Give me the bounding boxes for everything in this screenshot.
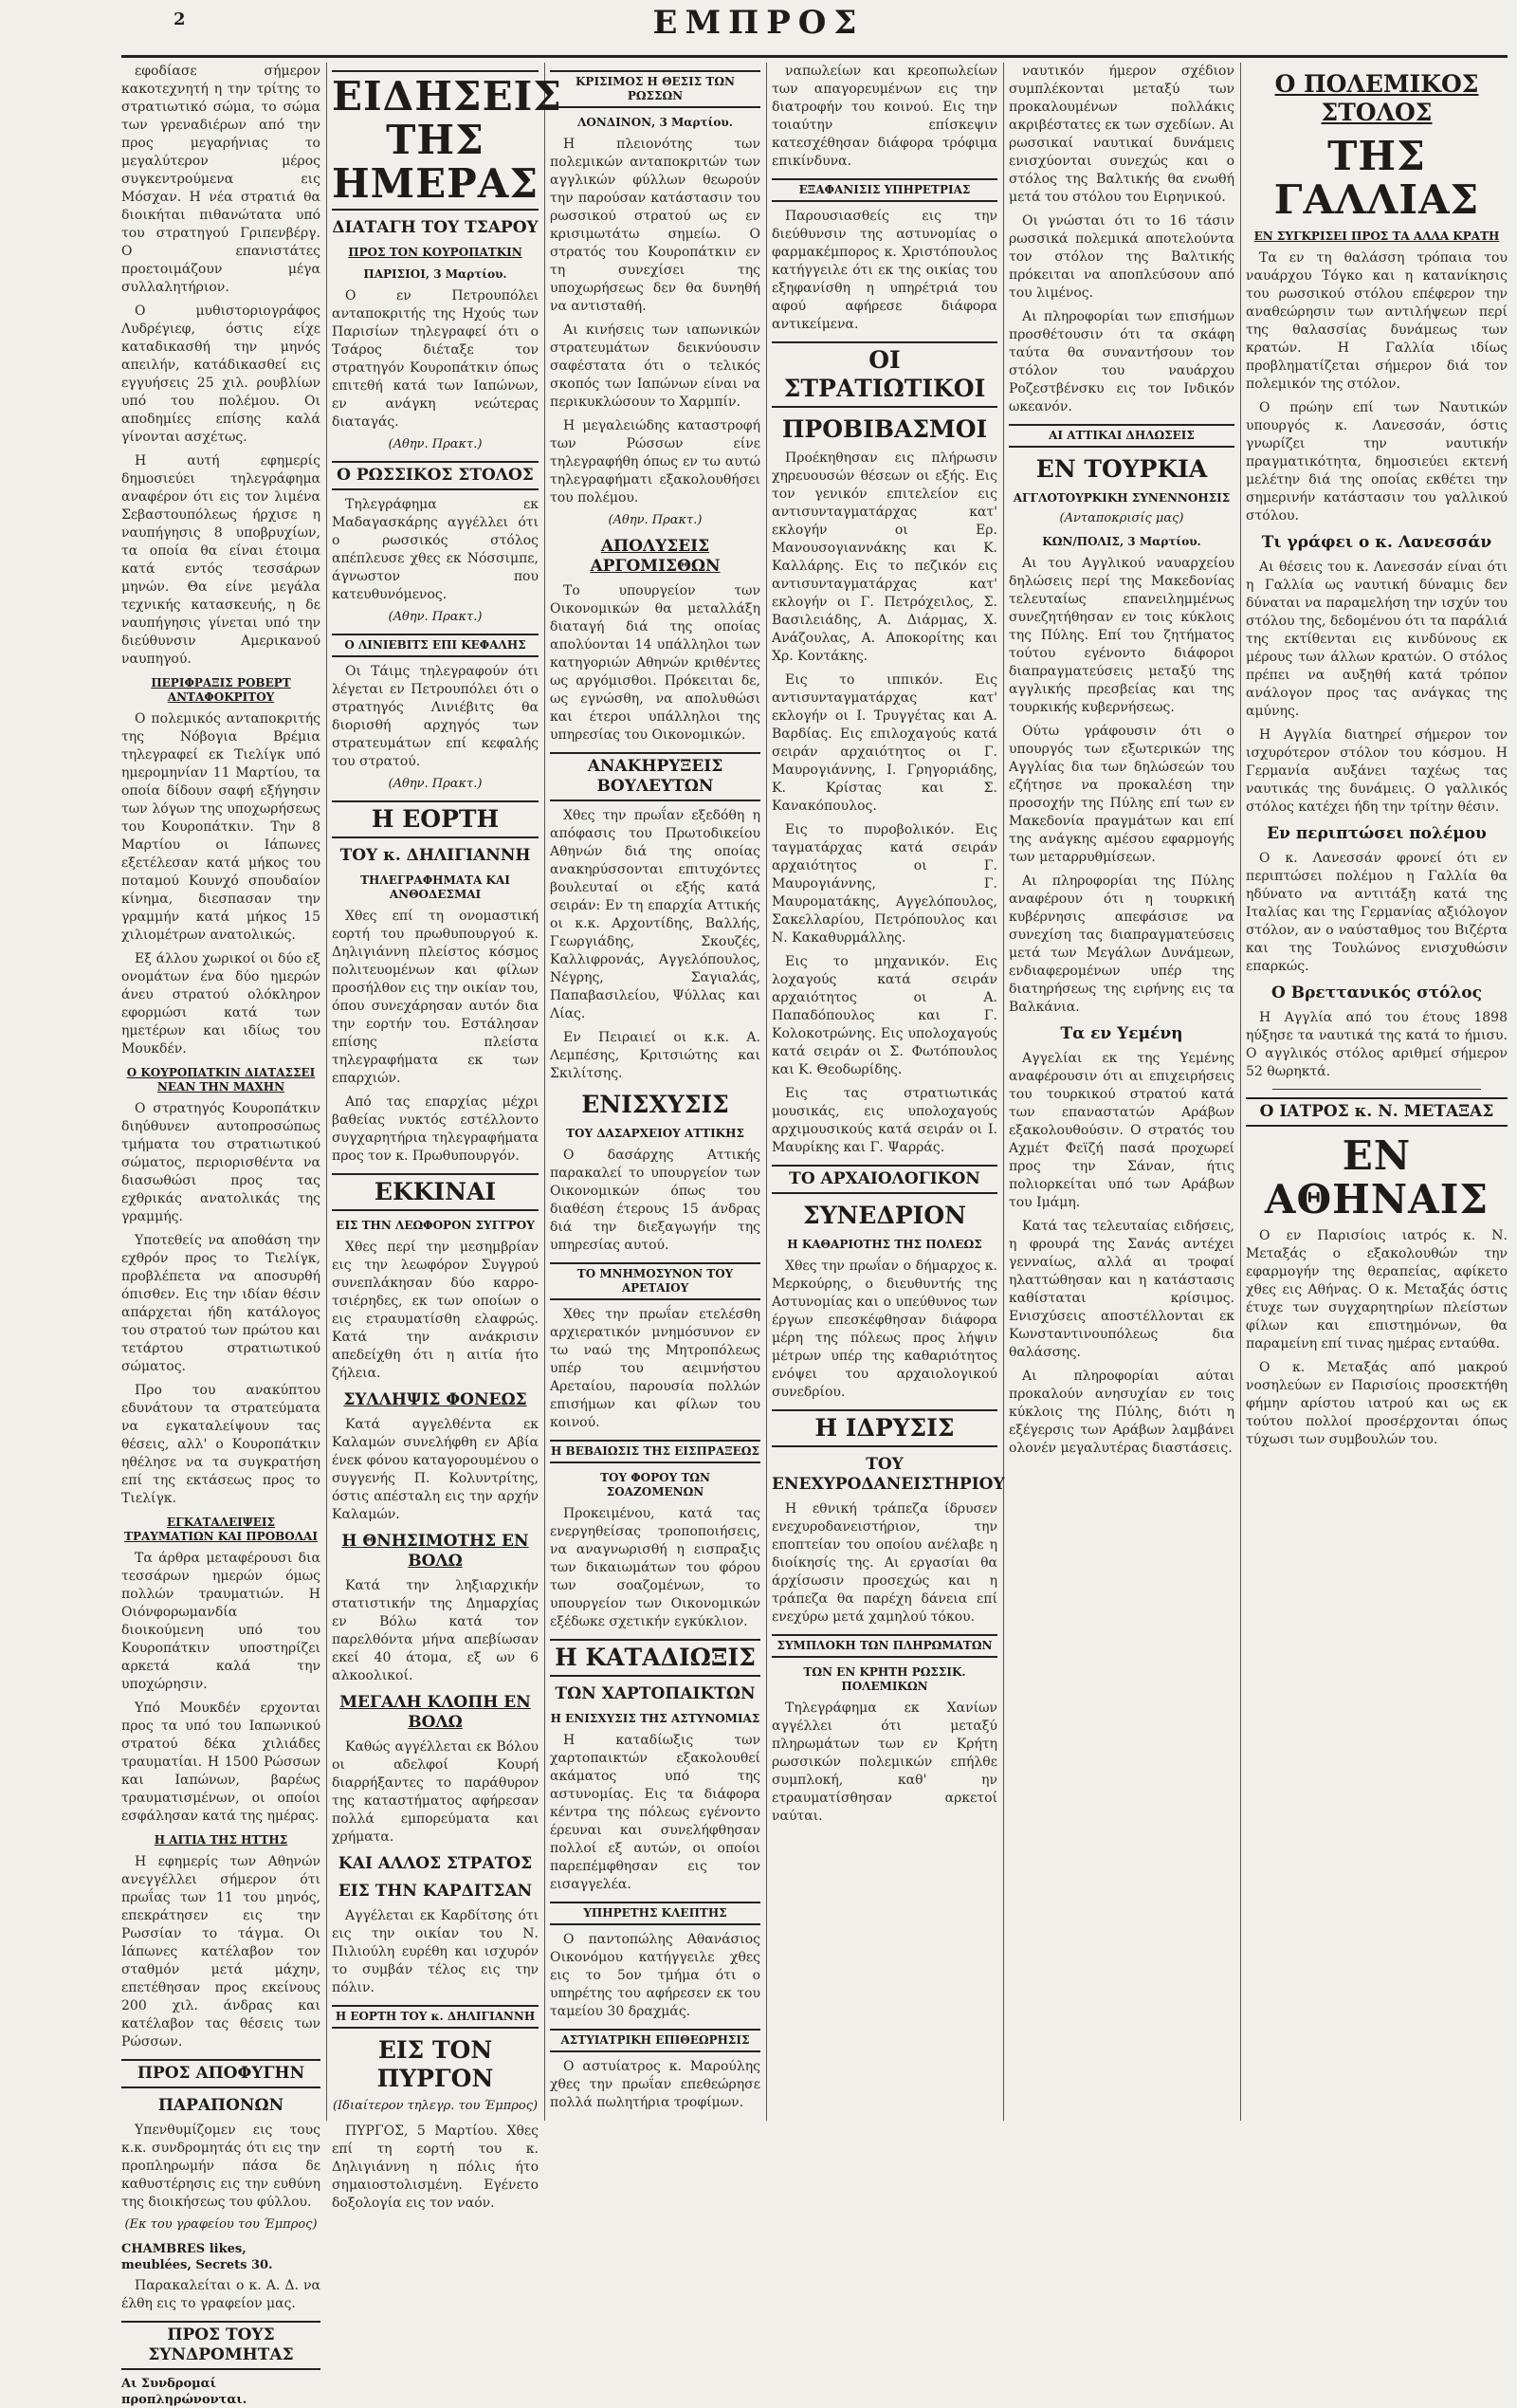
body-text: Κατά τας τελευταίας ειδήσεις, η φρουρά της Σανάς αντέχει γενναίως, αλλά αι τροφαί ηλαττώθησαν και η κατάστασις καθίσταται κρίσιμος. Ενισχύσεις αποστέλλονται εκ Κωνσταντινουπόλεως δια θαλάσσης.	[1009, 1219, 1234, 1360]
section-heading: ΠΡΟΣ ΤΟΥΣ ΣΥΝΔΡΟΜΗΤΑΣ	[121, 2321, 320, 2370]
body-text: Ο πρώην επί των Ναυτικών υπουργός κ. Λανεσσάν, όστις γνωρίζει την ναυτικήν πραγματικότητα, δημοσιεύει εκτενή μελέτην διά της οποίας εκθέτει την σημερινήν κατάστασιν του γαλλικού στόλου.	[1246, 400, 1508, 524]
section-subheading: Η ΕΝΙΣΧΥΣΙΣ ΤΗΣ ΑΣΤΥΝΟΜΙΑΣ	[550, 1712, 760, 1725]
section-heading: Η ΙΔΡΥΣΙΣ	[772, 1409, 997, 1447]
section-heading: Η ΚΑΤΑΔΙΩΞΙΣ	[550, 1639, 760, 1677]
section-subheading: ΤΩΝ ΧΑΡΤΟΠΑΙΚΤΩΝ	[555, 1684, 756, 1703]
body-text: Η Αγγλία διατηρεί σήμερον τον ισχυρότερον στόλον του κόσμου. Η Γερμανία αυξάνει ταχέως τας ναυτικάς της δυνάμεις. Ο γαλλικός στόλος κατέχει ήδη την τρίτην θέσιν.	[1246, 727, 1508, 815]
body-text: Αγγελίαι εκ της Υεμένης αναφέρουσιν ότι αι επιχειρήσεις του τουρκικού στρατού κατά των επαναστατών Αράβων εξακολουθούσιν. Ο στρατός του Αχμέτ Φεϊζή πασά προχωρεί προς την Σάναν, ήτις πολιορκείται υπό των Αράβων του Ιμάμη.	[1009, 1051, 1234, 1210]
section-heading: ΕΚΚΙΝΑΙ	[332, 1173, 539, 1211]
section-heading: ΟΙ ΣΤΡΑΤΙΩΤΙΚΟΙ	[772, 341, 997, 408]
section-heading: ΑΙ ΑΤΤΙΚΑΙ ΔΗΛΩΣΕΙΣ	[1009, 424, 1234, 448]
section-subheading: ΤΗΣ ΓΑΛΛΙΑΣ	[1273, 133, 1480, 223]
body-text: Τα εν τη θαλάσση τρόπαια του ναυάρχου Τόγκο και η κατανίκησις του ρωσσικού στόλου επέφερον την αναθεώρησιν των αντιλήψεων περί της θαλασσίας δυνάμεως των κρατών. Η Γαλλία ιδίως προβληματίζεται σήμερον διά τον πολεμικόν της στόλον.	[1246, 250, 1508, 392]
subscription-note: Αι Συνδρομαί προπληρώνονται.	[121, 2377, 247, 2407]
section-heading: Ο Βρεττανικός στόλος	[1271, 983, 1482, 1002]
body-text: Τηλεγράφημα εκ Μαδαγασκάρης αγγέλλει ότι ο ρωσσικός στόλος απέπλευσε χθες εκ Νόσσιμπε, άγνωστον που κατευθυνόμενος.	[332, 497, 539, 602]
column-1	[121, 63, 320, 2407]
note: (Εκ του γραφείου του Έμπρος)	[124, 2217, 318, 2232]
section-heading: ΑΣΤΥΙΑΤΡΙΚΗ ΕΠΙΘΕΩΡΗΣΙΣ	[550, 2029, 760, 2052]
section-heading: Ο ΚΟΥΡΟΠΑΤΚΙΝ ΔΙΑΤΑΣΣΕΙ ΝΕΑΝ ΤΗΝ ΜΑΧΗΝ	[126, 1066, 316, 1094]
body-text: Τα άρθρα μεταφέρουσι δια τεσσάρων ημερών όμως πολλών τραυματιών. Η Οιόνφορωμανδία διοικούμενη υπό του Κουροπάτκιν υποστηρίζει αρκετά καλά την υποχώρησιν.	[121, 1551, 320, 1692]
column-5	[1009, 63, 1234, 2121]
body-text: Ο εν Παρισίοις ιατρός κ. Ν. Μεταξάς ο εξακολουθών την εφαρμογήν της θεραπείας, αφίκετο χθες εις Αθήνας. Ο κ. Μεταξάς όστις έτυχε των συγχαρητηρίων πλείστων φίλων και επιστημόνων, θα παραμείνη επί τινας ημέρας ενταύθα.	[1246, 1228, 1508, 1351]
header-rule	[121, 55, 1508, 58]
body-text: Η καταδίωξις των χαρτοπαικτών εξακολουθεί ακάματος υπό της αστυνομίας. Εις τα διάφορα κέντρα της πόλεως εγένοντο έρευναι και συνελήφθησαν πολλοί εξ αυτών, οι οποίοι παρεπέμφθησαν εις τον εισαγγελέα.	[550, 1733, 760, 1892]
section-subheading: ΠΡΟΣ ΤΟΝ ΚΟΥΡΟΠΑΤΚΙΝ	[348, 246, 522, 259]
page-number: 2	[174, 9, 186, 29]
body-text: Αι πληροφορίαι των επισήμων προσθέτουσιν ότι τα σκάφη ταύτα θα συναντήσουν τον στόλον του ναυάρχου Ροζεστβένσκυ εις τον Ινδικόν ωκεανόν.	[1009, 309, 1234, 414]
body-text: Ούτω γράφουσιν ότι ο υπουργός των εξωτερικών της Αγγλίας δια των δηλώσεών του εζήτησε να προκαλέση την προσοχήν της Πύλης επί των εν Μακεδονία πραγμάτων και επί της ανάγκης αμέσου εφαρμογής των μεταρρυθμίσεων.	[1009, 724, 1234, 865]
section-subheading: ΕΙΣ ΤΗΝ ΛΕΩΦΟΡΟΝ ΣΥΓΓΡΟΥ	[336, 1219, 535, 1232]
body-text: Ο πολεμικός ανταποκριτής της Νόβογια Βρέμια τηλεγραφεί εκ Τιελίγκ υπό ημερομηνίαν 11 Μαρτίου, τα οποία δίδουν σαφή εξήγησιν των λόγων της υποχωρήσεως του Κουροπάτκιν. Την 8 Μαρτίου οι Ιάπωνες εξετέλεσαν κατά μήκος του ποταμού Κουνχό σπουδαίον κίνημα, διεσπασαν την γραμμήν κατά μήκος 15 χιλιομέτρων ανατολικώς.	[121, 711, 320, 943]
column-6	[1246, 63, 1508, 2121]
section-heading: Τι γράφει ο κ. Λανεσσάν	[1261, 533, 1492, 552]
body-text: Προκειμένου, κατά τας ενεργηθείσας τροποποιήσεις, να αναγνωρισθή η εισπραξις των δικαιωμάτων του φόρου των σοαζομένων, το υπουργείον των Οικονομικών εξέδωκε σχετικήν εγκύκλιον.	[550, 1506, 760, 1629]
column-divider	[544, 63, 545, 2121]
body-text: Υπενθυμίζομεν εις τους κ.κ. συνδρομητάς ότι εις την προπληρωμήν πάσα δε καθυστέρησις εις την ευθύνη της διοικήσεως του φύλλου.	[121, 2123, 320, 2210]
section-subheading: Η ΚΑΘΑΡΙΟΤΗΣ ΤΗΣ ΠΟΛΕΩΣ	[787, 1238, 982, 1251]
agency-credit: (Αθην. Πρακτ.)	[388, 437, 483, 451]
section-subheading: ΣΥΝΕΔΡΙΟΝ	[803, 1202, 966, 1229]
body-text: Κατά αγγελθέντα εκ Καλαμών συνελήφθη εν Αβία ένεκ φόνου καταγορουμένου ο συγγενής Π. Κολυντρίτης, όστις απέσταλη εις την αρχήν Καλαμών.	[332, 1417, 539, 1522]
section-heading: ΥΠΗΡΕΤΗΣ ΚΛΕΠΤΗΣ	[550, 1902, 760, 1925]
agency-credit: (Αθην. Πρακτ.)	[608, 513, 703, 527]
section-subheading: ΕΝ ΣΥΓΚΡΙΣΕΙ ΠΡΟΣ ΤΑ ΑΛΛΑ ΚΡΑΤΗ	[1253, 230, 1500, 243]
section-heading: Ο ΡΩΣΣΙΚΟΣ ΣΤΟΛΟΣ	[332, 461, 539, 490]
section-subheading: ΤΟΥ κ. ΔΗΛΙΓΙΑΝΝΗ	[339, 846, 531, 865]
body-text: Η εφημερίς των Αθηνών ανεγγέλλει σήμερον ότι πρωΐας των 11 του μηνός, επεκράτησεν εις την Ρωσσίαν το τάγμα. Οι Ιάπωνες κατέλαβον τον σταθμόν μετά μάχην, επετέθησαν προς εκείνους 200 χιλ. άνδρας και κατέλαβον τας θέσεις των Ρώσσων.	[121, 1854, 320, 2050]
body-text: Εις το πυροβολικόν. Εις ταγματάρχας κατά σειράν αρχαιότητος οι Γ. Μαυρογιάννης, Γ. Μαυροματάκης, Αγγελόπουλος, Σακελλαρίου, Πετρόπουλος και Ν. Κακαθυρμάλλης.	[772, 822, 997, 946]
body-text: Παρακαλείται ο κ. Α. Δ. να έλθη εις το γραφείον μας.	[121, 2278, 320, 2311]
body-text: Το υπουργείον των Οικονομικών θα μεταλλάξη διαταγή διά της οποίας απολύονται 14 υπάλληλοι των κατηγοριών Αθηνών κριθέντες ως αργόμισθοι. Πρόκειται δε, ως εγνώσθη, να απολυθώσι και έτεροι υπάλληλοι της υπηρεσίας του Οικονομικών.	[550, 583, 760, 743]
note: (Ανταποκρισίς μας)	[1059, 511, 1184, 525]
body-text: Αι κινήσεις των ιαπωνικών στρατευμάτων δεικνύουσιν σαφέστατα ότι ο τελικός σκοπός των Ιαπώνων είναι να περικυκλώσουν το Χαρμπίν.	[550, 322, 760, 410]
body-text: Αι πληροφορίαι της Πύλης αναφέρουν ότι η τουρκική κυβέρνησις απεφάσισε να συνεχίση τας διαπραγματεύσεις μετά των Μεγάλων Δυνάμεων, ενδιαφερομένων υπέρ της διατηρήσεως της ειρήνης εις τα Βαλκάνια.	[1009, 873, 1234, 1015]
body-text: Ο παντοπώλης Αθανάσιος Οικονόμου κατήγγειλε χθες εις το 5ον τμήμα ότι ο υπηρέτης του αφήρεσεν εκ του ταμείου 30 δραχμάς.	[550, 1932, 760, 2019]
main-headline: ΕΙΔΗΣΕΙΣ ΤΗΣ ΗΜΕΡΑΣ	[332, 70, 539, 211]
dateline: ΛΟΝΔΙΝΟΝ, 3 Μαρτίου.	[577, 116, 733, 129]
body-text: Ο δασάρχης Αττικής παρακαλεί το υπουργείον των Οικονομικών όπως του διαθέση έτερους 15 άνδρας διά την διεξαγωγήν της υπηρεσίας αυτού.	[550, 1148, 760, 1253]
body-text: Εις το ιππικόν. Εις αντισυνταγματάρχας κατ' εκλογήν οι Ι. Τρυγγέτας και Α. Βαρδίας. Εις επιλοχαγούς κατά σειράν αρχαιότητος οι Γ. Μαυρογιάννης, Ι. Γρηγοριάδης, Κ. Κρίστας και Σ. Κανακόπουλος.	[772, 672, 997, 814]
section-heading: Η ΕΟΡΤΗ	[332, 800, 539, 838]
body-text: Χθες την πρωΐαν εξεδόθη η απόφασις του Πρωτοδικείου Αθηνών διά της οποίας ανακηρύσσονται επιτυχόντες βουλευταί οι εξής κατά σειράν: Εν τη επαρχία Αττικής οι κ.κ. Αρχοντίδης, Βαλλής, Γεωργιάδης, Σκουζές, Καλλιφρονάς, Αγγελόπουλος, Νέγρης, Σαγιαλάς, Παπαβασιλείου, Ψύλλας και Λίας.	[550, 808, 760, 1021]
section-heading: ΜΕΓΑΛΗ ΚΛΟΠΗ ΕΝ ΒΟΛΩ	[339, 1693, 531, 1732]
body-text: Η πλειονότης των πολεμικών ανταποκριτών των αγγλικών φύλλων θεωρούν την παρούσαν κατάστασιν του ρωσσικού στρατού ως εν κρισιμωτάτω σημείω. Ο στρατός του Κουροπάτκιν εν τη συνεχίσει της υποχωρήσεως δεν θα δυνηθή να αντισταθή.	[550, 137, 760, 314]
section-subheading: ΤΟΥ ΦΟΡΟΥ ΤΩΝ ΣΟΑΖΟΜΕΝΩΝ	[600, 1471, 710, 1498]
section-heading: ΕΞΑΦΑΝΙΣΙΣ ΥΠΗΡΕΤΡΙΑΣ	[772, 178, 997, 202]
masthead: ΕΜΠΡΟΣ	[652, 4, 865, 42]
section-heading: Ο ΙΑΤΡΟΣ κ. Ν. ΜΕΤΑΞΑΣ	[1246, 1097, 1508, 1127]
section-heading: ΤΟ ΜΝΗΜΟΣΥΝΟΝ ΤΟΥ ΑΡΕΤΑΙΟΥ	[550, 1262, 760, 1300]
body-text: ΠΥΡΓΟΣ, 5 Μαρτίου. Χθες επί τη εορτή του κ. Δηλιγιάννη η πόλις ήτο σημαιοστολισμένη. Εγένετο δοξολογία εις τον ναόν.	[332, 2123, 539, 2211]
body-text: Αι του Αγγλικού ναυαρχείου δηλώσεις περί της Μακεδονίας τελευταίως επανειλημμένως συνεζητήθησαν εν τοις κύκλοις της Πύλης. Επί του ζητήματος τούτου εγένοντο διάφοροι διαπραγματεύσεις μεταξύ της αγγλικής πρεσβείας και της τουρκικής κυβερνήσεως.	[1009, 556, 1234, 715]
agency-credit: (Αθην. Πρακτ.)	[388, 610, 483, 624]
section-subheading: ΕΙΣ ΤΟΝ ΠΥΡΓΟΝ	[376, 2036, 494, 2092]
column-divider	[766, 63, 767, 2121]
divider	[1272, 1089, 1481, 1090]
body-text: Η μεγαλειώδης καταστροφή των Ρώσσων είνε τηλεγραφήθη όπως εν τω αυτώ τηλεγραφήματι εξακολουθήσει του πολέμου.	[550, 418, 760, 505]
note: (Ιδιαίτερον τηλεγρ. του Έμπρος)	[332, 2099, 539, 2113]
body-text: ναπωλείων και κρεοπωλείων των απαγορευμένων εις την διατροφήν του κοινού. Εις την τοιαύτην επίσκεψιν κατεσχέθησαν διάφορα τρόφιμα επικίνδυνα.	[772, 64, 997, 169]
body-text: Εξ άλλου χωρικοί οι δύο εξ ονομάτων ένα δύο ημερών άνευ στρατού ολόκληρον εφορμώσι κατά των ημετέρων και ιδίως του Μουκδέν.	[121, 951, 320, 1057]
body-text: Τηλεγράφημα εκ Χανίων αγγέλλει ότι μεταξύ πληρωμάτων των εν Κρήτη ρωσσικών πολεμικών επήλθε συμπλοκή, καθ' ην ετραυματίσθησαν αρκετοί ναύται.	[772, 1700, 997, 1824]
body-text: Χθες επί τη ονομαστική εορτή του πρωθυπουργού κ. Δηλιγιάννη πλείστος κόσμος πολιτευομένων και φίλων προσήλθον εις την οικίαν του, όπου συνεχάρησαν αυτόν δια την εορτήν του. Εστάλησαν επίσης πλείστα τηλεγραφήματα εκ των επαρχιών.	[332, 909, 539, 1086]
body-text: Προέκηθησαν εις πλήρωσιν χηρευουσών θέσεων οι εξής. Εις τον γενικόν επιτελείον εις αντισυνταγματάρχας κατ' εκλογήν οι Ερ. Μανουσογιαννάκης και Κ. Καλλάρης. Εις το πεζικόν εις αντισυνταγματάρχας κατ' εκλογήν οι Γ. Πετρόχειλος, Σ. Βασιλειάδης, Α. Διάρμας, Χ. Ανάζουλας, Α. Αποκορίτης και Χρ. Κοντάκης.	[772, 450, 997, 664]
section-heading: ΑΠΟΛΥΣΕΙΣ ΑΡΓΟΜΙΣΘΩΝ	[590, 537, 721, 576]
section-heading: ΚΑΙ ΑΛΛΟΣ ΣΤΡΑΤΟΣ	[338, 1854, 533, 1873]
body-text: Από τας επαρχίας μέχρι βαθείας νυκτός εστέλλοντο συγχαρητήρια τηλεγραφήματα προς τον κ. Πρωθυπουργόν.	[332, 1094, 539, 1164]
body-text: Οι γνώσται ότι το 16 τάσιν ρωσσικά πολεμικά αποτελούντα τον στόλον της Βαλτικής πρόκειται να αποπλεύσουν από του λιμένος.	[1009, 213, 1234, 301]
body-text: Υποτεθείς να αποθάση την εχθρόν προς το Τιελίγκ, προβλέπετα να αποσυρθή όπισθεν. Εις την ιδίαν θέσιν απάρχεται ήδη κατάλογος του στρατού των πρώτου και τετάρτου στρατιωτικού σώματος.	[121, 1233, 320, 1374]
section-heading: Η ΘΝΗΣΙΜΟΤΗΣ ΕΝ ΒΟΛΩ	[341, 1532, 529, 1571]
body-text: Ο μυθιστοριογράφος Λυδρέγιεφ, όστις είχε καταδικασθή την μηνός απειλήν, κατάδικασθεί εις εγγυήσεις 25 χιλ. ρουβλίων υπό του πολέμου. Οι αποδημίες επίσης καλά γίνονται ασχέτως.	[121, 303, 320, 445]
section-heading: ΕΓΚΑΤΑΛΕΙΨΕΙΣ ΤΡΑΥΜΑΤΙΩΝ ΚΑΙ ΠΡΟΒΟΛΑΙ	[124, 1516, 318, 1543]
column-divider	[1240, 63, 1241, 2121]
body-text: εφοδίασε σήμερον κακοτεχνητή η την τρίτης το στρατιωτικό σώμα, το σώμα των γρεναδιέρων από την προς μεγαρήνιας το μεγαλύτερον μέρος συγκεντρούμενα εις Μόσχαν. Η νέα στρατιά θα διοικήται πιθανώτατα υπό του στρατηγού Γριπενβέργ. Ο επανιστάτες προετοιμάζουν μέγα συλλαλητήριον.	[121, 64, 320, 295]
section-subheading: ΑΓΓΛΟΤΟΥΡΚΙΚΗ ΣΥΝΕΝΝΟΗΣΙΣ	[1013, 491, 1231, 505]
body-text: Χθες την πρωΐαν ετελέσθη αρχιερατικόν μνημόσυνον εν τω ναώ της Μητροπόλεως υπέρ του αειμνήστου Αρεταίου, παρουσία πολλών επισήμων και φίλων του κοινού.	[550, 1307, 760, 1430]
section-subheading: ΤΩΝ ΕΝ ΚΡΗΤΗ ΡΩΣΣΙΚ. ΠΟΛΕΜΙΚΩΝ	[803, 1665, 966, 1693]
body-text: Ο κ. Λανεσσάν φρονεί ότι εν περιπτώσει πολέμου η Γαλλία θα ηδύνατο να αντιτάξη κατά της Ιταλίας και της Γερμανίας αξιόλογον στόλον, αν ο ναύσταθμος του Βιζέρτα και της Τουλώνος ενισχυθώσιν επαρκώς.	[1246, 851, 1508, 974]
body-text: Χθες την πρωΐαν ο δήμαρχος κ. Μερκούρης, ο διευθυντής της Αστυνομίας και ο υπεύθυνος των έργων επεσκέφθησαν διάφορα μέρη της πόλεως προς λήψιν μέτρων υπέρ της καθαριότητος ενόψει του αρχαιολογικού συνεδρίου.	[772, 1259, 997, 1400]
column-2	[332, 63, 562, 2211]
body-text: Ο στρατηγός Κουροπάτκιν διηύθυνεν αυτοπροσώπως τμήματα του στρατιωτικού σώματος, περιορισθέντα να διασωθώσι προς τας εχθρικάς ανατολικάς της γραμμής.	[121, 1101, 320, 1224]
section-heading: ΣΥΜΠΛΟΚΗ ΤΩΝ ΠΛΗΡΩΜΑΤΩΝ	[772, 1634, 997, 1658]
section-subheading: ΕΝ ΑΘΗΝΑΙΣ	[1264, 1132, 1490, 1222]
section-subheading: ΕΙΣ ΤΗΝ ΚΑΡΔΙΤΣΑΝ	[338, 1882, 533, 1901]
body-text: Κατά την ληξιαρχικήν στατιστικήν της Δημαρχίας εν Βόλω κατά τον παρελθόντα μήνα απεβίωσαν εκεί 40 άτομα, εξ ων 6 αλκοολικοί.	[332, 1578, 539, 1683]
body-text: Εν Πειραιεί οι κ.κ. Α. Λεμπέσης, Κριτσιώτης και Σκιλίτσης.	[550, 1030, 760, 1081]
column-divider	[1003, 63, 1004, 2121]
body-text: Παρουσιασθείς εις την διεύθυνσιν της αστυνομίας ο φαρμακέμπορος κ. Χριστόπουλος κατήγγειλε ότι εκ της οικίας του εξηφανίσθη η υπηρέτριά του αφού αφήρεσε διάφορα αντικείμενα.	[772, 209, 997, 332]
section-heading: ΤΟ ΑΡΧΑΙΟΛΟΓΙΚΟΝ	[772, 1165, 997, 1194]
body-text: Αγγέλεται εκ Καρδίτσης ότι εις την οικίαν του Ν. Πιλιούλη ευρέθη και ισχυρόν το συμβάν τέλος εις την πόλιν.	[332, 1908, 539, 1995]
dateline: ΠΑΡΙΣΙΟΙ, 3 Μαρτίου.	[363, 267, 507, 281]
body-text: Ο κ. Μεταξάς από μακρού νοσηλεύων εν Παρισίοις προσεκτήθη φήμην αρίστου ιατρού και ως εκ τούτου πολλοί προσέρχονται όπως τύχωσι των συμβουλών του.	[1246, 1360, 1508, 1447]
body-text: Ο εν Πετρουπόλει ανταποκριτής της Ηχούς των Παρισίων τηλεγραφεί ότι ο Τσάρος διέταξε τον στρατηγόν Κουροπάτκιν όπως επιτεθή κατά των Ιαπώνων, εν ανάγκη νεώτερας διαταγάς.	[332, 288, 539, 430]
section-heading: Η ΑΙΤΙΑ ΤΗΣ ΗΤΤΗΣ	[154, 1833, 288, 1847]
body-text: Η εθνική τράπεζα ίδρυσεν ενεχυροδανειστήριον, την εποπτείαν του οποίου ανέλαβε η διοίκησίς της. Αι εργασίαι θα άρχίσωσιν προσεχώς και η τράπεζα θα παρέχη δάνεια επί ενεχύρω μετά χαμηλού τόκου.	[772, 1501, 997, 1625]
body-text: Χθες περί την μεσημβρίαν εις την λεωφόρον Συγγρού συνεπλάκησαν δύο καρροτσιέρηδες, εκ των οποίων ο εις ετραυματίσθη ελαφρώς. Κατά την ανάκρισιν απεδείχθη ότι η αιτία ήτο ζήλεια.	[332, 1240, 539, 1381]
section-subheading: ΕΝ ΤΟΥΡΚΙΑ	[1035, 455, 1208, 483]
section-heading: ΣΥΛΛΗΨΙΣ ΦΟΝΕΩΣ	[343, 1390, 527, 1409]
section-heading: Η ΕΟΡΤΗ ΤΟΥ κ. ΔΗΛΙΓΙΑΝΝΗ	[332, 2005, 539, 2029]
section-heading: ΑΝΑΚΗΡΥΞΕΙΣ ΒΟΥΛΕΥΤΩΝ	[550, 752, 760, 801]
section-heading: Ο ΠΟΛΕΜΙΚΟΣ ΣΤΟΛΟΣ	[1274, 70, 1479, 126]
body-text: Αι θέσεις του κ. Λανεσσάν είναι ότι η Γαλλία ως ναυτική δύναμις δεν δύναται να παραμελήση την ισχύν του στόλου της, δεδομένου ότι τα παράλιά της εκτίθενται εις κινδύνους εκ μέρους των άλλων κρατών. Ο στόλος πρέπει να αυξηθή κατά τρόπον ανάλογον προς τας ανάγκας της αμύνης.	[1246, 560, 1508, 719]
section-heading: ΠΕΡΙΦΡΑΞΙΣ ΡΟΒΕΡΤ ΑΝΤΑΦΟΚΡΙΤΟΥ	[151, 676, 291, 704]
column-divider	[326, 63, 327, 2121]
body-text: Εις τας στρατιωτικάς μουσικάς, εις υπολοχαγούς αρχιμουσικούς κατά σειράν οι Ι. Μαυρίκης και Γ. Ψαρράς.	[772, 1086, 997, 1155]
agency-credit: (Αθην. Πρακτ.)	[388, 777, 483, 791]
section-heading: Τα εν Υεμένη	[1060, 1024, 1183, 1043]
dateline: ΚΩΝ/ΠΟΛΙΣ, 3 Μαρτίου.	[1042, 535, 1201, 548]
section-heading: ΔΙΑΤΑΓΗ ΤΟΥ ΤΣΑΡΟΥ	[332, 218, 539, 237]
classified-ad: CHAMBRES likes, meublées, Secrets 30.	[121, 2242, 273, 2272]
body-text: Οι Τάιμς τηλεγραφούν ότι λέγεται εν Πετρουπόλει ότι ο στρατηγός Λινιέβιτς θα διορισθή αρχηγός των στρατευμάτων επί κεφαλής του στρατού.	[332, 664, 539, 769]
column-3	[550, 63, 760, 2121]
section-heading: ΠΑΡΑΠΟΝΩΝ	[157, 2096, 284, 2115]
column-4	[772, 63, 1005, 2121]
section-heading: Εν περιπτώσει πολέμου	[1267, 824, 1487, 843]
body-text: Υπό Μουκδέν ερχονται προς τα υπό του Ιαπωνικού στρατού δέκα χιλιάδες τραυματίαι. Η 1500 Ρώσσων και Ιαπώνων, βαρέως τραυματισμένων, οι οποίοι εσφάλησαν κατά της ημέρας.	[121, 1700, 320, 1824]
section-heading: ΕΝΙΣΧΥΣΙΣ	[581, 1091, 729, 1118]
body-text: Ο αστυίατρος κ. Μαρούλης χθες την πρωΐαν επεθεώρησε πολλά πωλητήρια τροφίμων.	[550, 2059, 760, 2110]
section-heading: ΠΡΟΣ ΑΠΟΦΥΓΗΝ	[121, 2059, 320, 2088]
section-subheading: ΤΟΥ ΔΑΣΑΡΧΕΙΟΥ ΑΤΤΙΚΗΣ	[566, 1127, 744, 1140]
section-heading: Η ΒΕΒΑΙΩΣΙΣ ΤΗΣ ΕΙΣΠΡΑΞΕΩΣ	[550, 1440, 760, 1463]
body-text: Καθώς αγγέλλεται εκ Βόλου οι αδελφοί Κουρή διαρρήξαντες το παράθυρον της καταστήματος αφήρεσαν πολλά εμπορεύματα και χρήματα.	[332, 1739, 539, 1845]
body-text: Η Αγγλία από του έτους 1898 ηύξησε τα ναυτικά της κατά το ήμισυ. Ο αγγλικός στόλος αριθμεί σήμερον 52 θωρηκτά.	[1246, 1010, 1508, 1079]
body-text: ναυτικόν ήμερον σχέδιον συμπλέκονται μεταξύ των προκαλουμένων πολλάκις ακριβέστατες εκ των σχεδίων. Αι ρωσσικαί ναυτικαί δυνάμεις ενισχύονται συνεχώς και ο στόλος της Βαλτικής θα ενωθή μετά του στόλου του Ειρηνικού.	[1009, 64, 1234, 205]
section-heading: Ο ΛΙΝΙΕΒΙΤΣ ΕΠΙ ΚΕΦΑΛΗΣ	[332, 634, 539, 657]
body-text: Προ του ανακύπτου εδυνάτουν τα στρατεύματα να εγκαταλείψουν τας θέσεις, αλλ' ο Κουροπάτκιν ηθέλησε να τα συγκρατήση επί της εκτάσεως προς το Τιελίγκ.	[121, 1383, 320, 1506]
body-text: Η αυτή εφημερίς δημοσιεύει τηλεγράφημα αναφέρον ότι εις τον λιμένα Σεβαστουπόλεως ήρχισε η ναυπήγησις 8 υποβρυχίων, τα οποία θα είναι έτοιμα κατά εντός τεσσάρων μηνών. Θα είνε μεγάλα τεχνικής κατασκευής, η δε ναυπήγησις γίνεται υπό την διεύθυνσιν Αμερικανού ναυπηγού.	[121, 453, 320, 667]
body-text: Αι πληροφορίαι αύται προκαλούν ανησυχίαν εν τοις κύκλοις της Πύλης, διότι η εξέγερσις των Αράβων λαμβάνει ολονέν μεγαλυτέρας διαστάσεις.	[1009, 1369, 1234, 1456]
body-text: Εις το μηχανικόν. Εις λοχαγούς κατά σειράν αρχαιότητος οι Α. Παπαδόπουλος και Γ. Κολοκοτρώνης. Εις υπολοχαγούς κατά σειράν οι Σ. Φωτόπουλος και Κ. Θεοδωρίδης.	[772, 954, 997, 1077]
section-subheading: ΤΟΥ ΕΝΕΧΥΡΟΔΑΝΕΙΣΤΗΡΙΟΥ	[772, 1455, 1005, 1494]
section-subheading: ΠΡΟΒΙΒΑΣΜΟΙ	[781, 415, 988, 443]
section-heading: ΚΡΙΣΙΜΟΣ Η ΘΕΣΙΣ ΤΩΝ ΡΩΣΣΩΝ	[550, 70, 760, 108]
section-subheading: ΤΗΛΕΓΡΑΦΗΜΑΤΑ ΚΑΙ ΑΝΘΟΔΕΣΜΑΙ	[360, 873, 510, 901]
